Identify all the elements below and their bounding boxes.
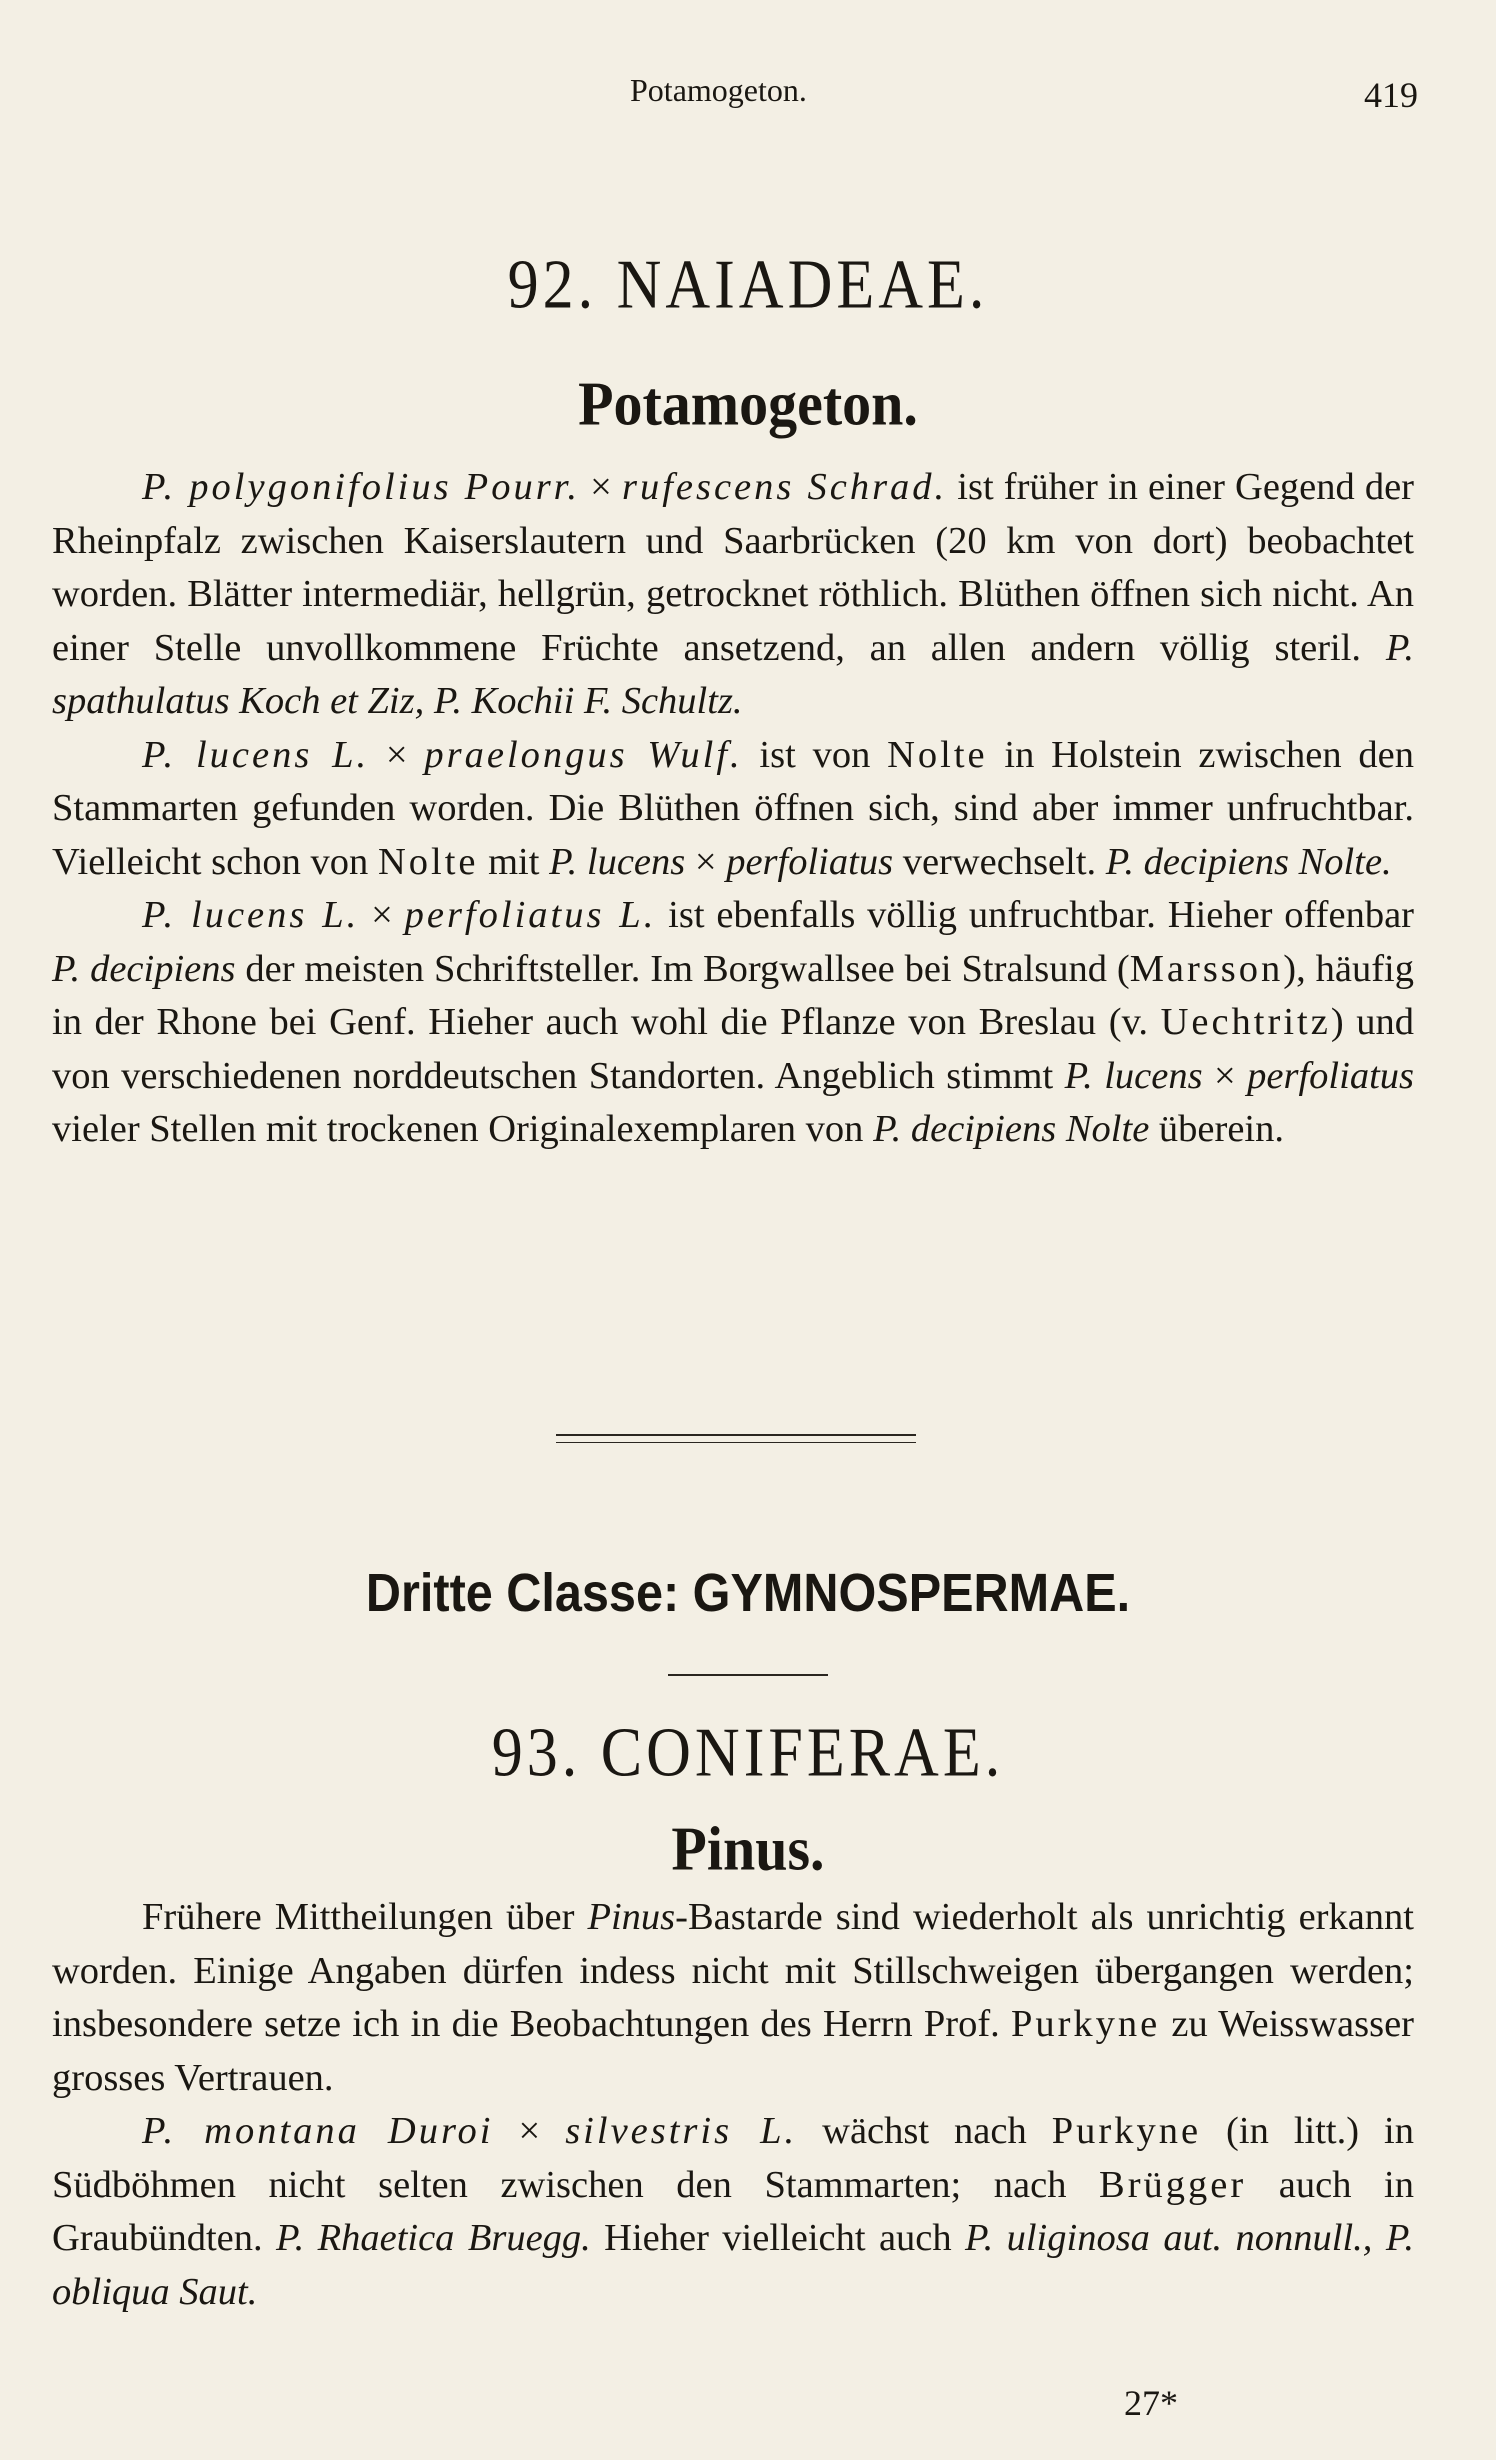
taxon-name: P. montana Duroi — [142, 2110, 494, 2152]
text-run: überein. — [1149, 1108, 1284, 1150]
genus-heading-potamogeton: Potamogeton. — [578, 368, 918, 439]
person-name: Purkyne — [1051, 2110, 1202, 2152]
taxon-name: P. decipiens Nolte — [873, 1108, 1150, 1150]
taxon-name: Pinus — [587, 1896, 676, 1938]
page-number: 419 — [1364, 75, 1418, 115]
text-run: -Bastarde sind wiederholt als unrichtig erkannt worden. Einige Angaben dürfen indess nicht mit Stillschweigen übergangen werden; insbesondere setze ich in die Beobachtungen des Herrn Prof. — [52, 1896, 1415, 2045]
text-run: ist ebenfalls völlig unfruchtbar. Hieher offenbar — [656, 894, 1414, 936]
paragraph — [52, 889, 1414, 1157]
person-name: Nolte — [887, 733, 988, 776]
family-heading-naiadeae: 92. NAIADEAE. — [507, 246, 989, 324]
person-name: Purkyne — [1010, 2003, 1161, 2045]
taxon-name: P. lucens L. — [142, 894, 360, 936]
text-run: verwechselt. — [893, 840, 1106, 883]
text-run: vieler Stellen mit trockenen Originalexemplaren von — [52, 1108, 874, 1150]
synonym: P. Rhaetica Bruegg. — [276, 2217, 591, 2259]
taxon-name: P. decipiens — [52, 947, 236, 990]
hybrid-symbol: × — [385, 733, 408, 776]
heading-underline — [668, 1674, 828, 1676]
text-run: wächst nach — [797, 2110, 1052, 2152]
text-run: Frühere Mittheilungen über — [142, 1896, 588, 1938]
paragraph — [52, 729, 1414, 890]
taxon-name: praelongus Wulf. — [424, 733, 743, 776]
taxon-name: perfoliatus — [1247, 1054, 1414, 1097]
taxon-name: rufescens Schrad. — [621, 466, 948, 508]
text-run: der meisten Schriftsteller. Im Borgwallsee bei Stralsund ( — [235, 947, 1130, 990]
text-run: auch in Graubündten. — [52, 2163, 1414, 2259]
taxon-name: P. polygonifolius Pourr. — [142, 466, 581, 508]
naiadeae-text — [52, 461, 1414, 1157]
text-run: ), häufig in der Rhone bei Genf. Hieher auch wohl die Pflanze von Breslau (v. — [52, 947, 1414, 1043]
synonym: P. decipiens Nolte. — [1105, 840, 1392, 883]
class-heading: Dritte Classe: GYMNOSPERMAE. — [365, 1563, 1131, 1623]
genus-heading-pinus: Pinus. — [671, 1813, 825, 1884]
person-name: Brügger — [1099, 2163, 1247, 2206]
hybrid-symbol: × — [1214, 1054, 1236, 1097]
hybrid-symbol: × — [694, 840, 717, 883]
taxon-name: silvestris L. — [565, 2110, 798, 2152]
synonym: P. uliginosa aut. nonnull., P. obliqua Saut. — [52, 2217, 1414, 2313]
taxon-name: P. lucens L. — [142, 733, 370, 776]
hybrid-symbol: × — [371, 894, 393, 936]
paragraph — [52, 1891, 1414, 2105]
text-run: Hieher vielleicht auch — [590, 2217, 966, 2259]
section-divider — [556, 1434, 916, 1443]
person-name: Nolte — [377, 840, 479, 883]
coniferae-text — [52, 1891, 1414, 2319]
synonym: P. spathulatus Koch et Ziz, P. Kochii F. Schultz. — [52, 626, 1414, 722]
person-name: Uechtritz — [1160, 1001, 1331, 1043]
family-heading-coniferae: 93. CONIFERAE. — [491, 1714, 1005, 1792]
text-run: ) und von verschiedenen norddeutschen Standorten. Angeblich stimmt — [52, 1001, 1414, 1097]
text-run: mit — [478, 840, 550, 883]
paragraph — [52, 2105, 1414, 2319]
taxon-name: P. lucens — [1064, 1054, 1203, 1097]
page-header — [0, 72, 1496, 115]
hybrid-symbol: × — [518, 2110, 541, 2152]
text-run: zu Weisswasser grosses Vertrauen. — [52, 2003, 1415, 2099]
taxon-name: perfoliatus — [726, 840, 894, 883]
taxon-name: P. lucens — [549, 840, 686, 883]
person-name: Marsson — [1129, 947, 1284, 990]
running-head: Potamogeton. — [630, 72, 807, 108]
text-run: in Holstein zwischen den Stammarten gefunden worden. Die Blüthen öffnen sich, sind aber immer unfruchtbar. Vielleicht schon von — [52, 733, 1415, 883]
text-run: ist von — [742, 733, 888, 776]
signature-mark: 27* — [1124, 2383, 1178, 2423]
paragraph — [52, 461, 1414, 729]
text-run: (in litt.) in Südböhmen nicht selten zwischen den Stammarten; nach — [52, 2110, 1415, 2206]
taxon-name: perfoliatus L. — [404, 894, 657, 936]
text-run: ist früher in einer Gegend der Rheinpfalz zwischen Kaiserslautern und Saarbrücken (20 km von dort) beobachtet worden. Blätter intermediär, hellgrün, getrocknet röthlich. Blüthen öffnen sich nicht. An einer Stelle unvollkommene Früchte ansetzend, an allen andern völlig steril. — [52, 466, 1415, 669]
hybrid-symbol: × — [590, 466, 612, 508]
